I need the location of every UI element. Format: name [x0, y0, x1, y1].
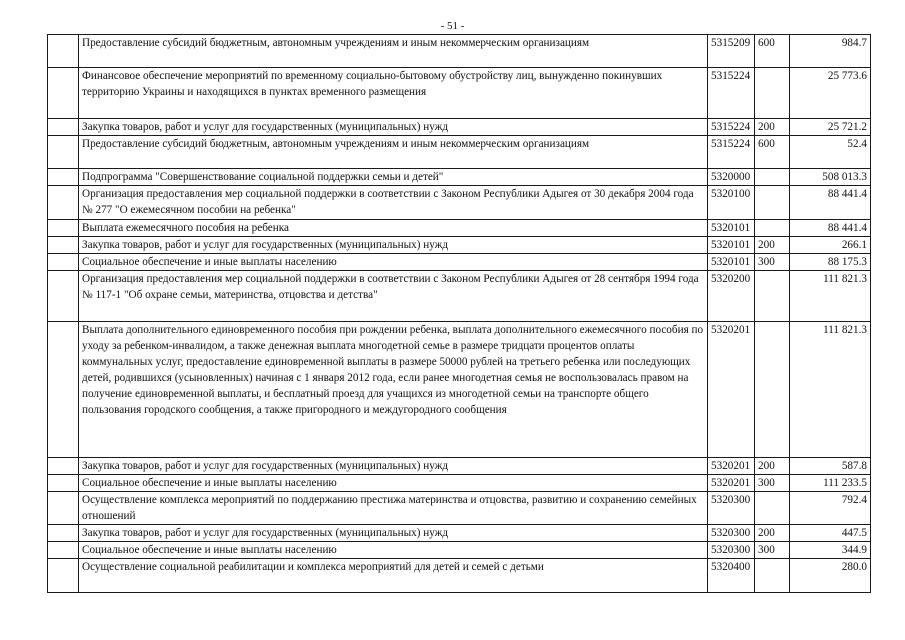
page-number: - 51 -	[440, 20, 465, 32]
table-row	[48, 35, 871, 68]
row-kind-cell: 200	[755, 525, 790, 542]
table-row	[48, 322, 871, 458]
table-row	[48, 254, 871, 271]
row-name-cell: Осуществление социальной реабилитации и комплекса мероприятий для детей и семей с детьми	[79, 559, 708, 593]
table-row	[48, 542, 871, 559]
row-amount-cell: 447.5	[790, 525, 871, 542]
budget-table	[47, 34, 871, 593]
row-kind-cell	[755, 559, 790, 593]
row-blank-cell	[48, 271, 79, 322]
row-name-cell: Социальное обеспечение и иные выплаты населению	[79, 254, 708, 271]
row-name-cell: Закупка товаров, работ и услуг для государственных (муниципальных) нужд	[79, 525, 708, 542]
row-code-cell: 5320101	[708, 254, 755, 271]
row-name-cell: Закупка товаров, работ и услуг для государственных (муниципальных) нужд	[79, 458, 708, 475]
row-code-cell: 5320201	[708, 458, 755, 475]
row-code-cell: 5320000	[708, 169, 755, 186]
row-code-cell: 5315224	[708, 68, 755, 119]
row-amount-cell: 52.4	[790, 136, 871, 169]
row-blank-cell	[48, 525, 79, 542]
row-amount-cell: 25 721.2	[790, 119, 871, 136]
row-amount-cell: 508 013.3	[790, 169, 871, 186]
row-name-cell: Закупка товаров, работ и услуг для государственных (муниципальных) нужд	[79, 119, 708, 136]
row-amount-cell: 88 441.4	[790, 186, 871, 220]
row-amount-cell: 266.1	[790, 237, 871, 254]
row-kind-cell	[755, 186, 790, 220]
row-code-cell: 5320200	[708, 271, 755, 322]
row-blank-cell	[48, 68, 79, 119]
row-name-cell: Предоставление субсидий бюджетным, автономным учреждениям и иным некоммерческим организациям	[79, 35, 708, 68]
row-kind-cell	[755, 492, 790, 525]
row-blank-cell	[48, 475, 79, 492]
row-code-cell: 5320300	[708, 542, 755, 559]
table-row	[48, 68, 871, 119]
row-kind-cell: 300	[755, 475, 790, 492]
row-code-cell: 5315224	[708, 119, 755, 136]
row-amount-cell: 111 233.5	[790, 475, 871, 492]
row-amount-cell: 25 773.6	[790, 68, 871, 119]
row-blank-cell	[48, 237, 79, 254]
row-kind-cell	[755, 322, 790, 458]
row-kind-cell	[755, 169, 790, 186]
row-blank-cell	[48, 119, 79, 136]
row-amount-cell: 280.0	[790, 559, 871, 593]
table-row	[48, 559, 871, 593]
row-kind-cell: 200	[755, 237, 790, 254]
row-name-cell: Финансовое обеспечение мероприятий по временному социально-бытовому обустройству лиц, вынужденно покинувших территорию Украины и находящихся в пунктах временного размещения	[79, 68, 708, 119]
table-row	[48, 119, 871, 136]
row-amount-cell: 88 441.4	[790, 220, 871, 237]
row-blank-cell	[48, 35, 79, 68]
row-kind-cell: 300	[755, 542, 790, 559]
row-amount-cell: 587.8	[790, 458, 871, 475]
row-kind-cell	[755, 68, 790, 119]
row-kind-cell: 200	[755, 119, 790, 136]
row-name-cell: Организация предоставления мер социальной поддержки в соответствии с Законом Республики Адыгея от 28 сентября 1994 года № 117-1 "Об охране семьи, материнства, отцовства и детства"	[79, 271, 708, 322]
table-row	[48, 169, 871, 186]
row-code-cell: 5320101	[708, 220, 755, 237]
row-code-cell: 5315224	[708, 136, 755, 169]
row-amount-cell: 344.9	[790, 542, 871, 559]
row-name-cell: Социальное обеспечение и иные выплаты населению	[79, 475, 708, 492]
row-code-cell: 5320101	[708, 237, 755, 254]
table-row	[48, 475, 871, 492]
table-row	[48, 492, 871, 525]
row-amount-cell: 111 821.3	[790, 322, 871, 458]
row-name-cell: Осуществление комплекса мероприятий по поддержанию престижа материнства и отцовства, развитию и сохранению семейных отношений	[79, 492, 708, 525]
row-name-cell: Закупка товаров, работ и услуг для государственных (муниципальных) нужд	[79, 237, 708, 254]
row-amount-cell: 88 175.3	[790, 254, 871, 271]
row-kind-cell: 600	[755, 35, 790, 68]
row-blank-cell	[48, 169, 79, 186]
table-row	[48, 237, 871, 254]
row-name-cell: Организация предоставления мер социальной поддержки в соответствии с Законом Республики Адыгея от 30 декабря 2004 года № 277 "О ежемесячном пособии на ребенка"	[79, 186, 708, 220]
row-code-cell: 5320201	[708, 322, 755, 458]
row-name-cell: Выплата дополнительного единовременного пособия при рождении ребенка, выплата дополнительного ежемесячного пособия по уходу за ребенком-инвалидом, а также денежная выплата многодетной семье в размере тридцати процентов оплаты коммунальных услуг, предоставление единовременной выплаты в размере 50000 рублей на третьего ребенка или последующих детей, родившихся (усыновленных) начиная с 1 января 2012 года, если ранее многодетная семья не воспользовалась правом на получение единовременной выплаты, и бесплатный проезд для учащихся из многодетной семьи на транспорте общего пользования городского сообщения, а также пригородного и междугородного сообщения	[79, 322, 708, 458]
table-row	[48, 271, 871, 322]
row-code-cell: 5320100	[708, 186, 755, 220]
row-code-cell: 5315209	[708, 35, 755, 68]
row-blank-cell	[48, 186, 79, 220]
table-row	[48, 186, 871, 220]
row-code-cell: 5320400	[708, 559, 755, 593]
table-row	[48, 525, 871, 542]
row-blank-cell	[48, 458, 79, 475]
row-code-cell: 5320300	[708, 492, 755, 525]
row-amount-cell: 984.7	[790, 35, 871, 68]
row-code-cell: 5320201	[708, 475, 755, 492]
row-name-cell: Выплата ежемесячного пособия на ребенка	[79, 220, 708, 237]
table-row	[48, 458, 871, 475]
row-amount-cell: 111 821.3	[790, 271, 871, 322]
row-blank-cell	[48, 542, 79, 559]
row-blank-cell	[48, 220, 79, 237]
row-kind-cell: 200	[755, 458, 790, 475]
row-name-cell: Предоставление субсидий бюджетным, автономным учреждениям и иным некоммерческим организациям	[79, 136, 708, 169]
table-row	[48, 220, 871, 237]
budget-table-body	[48, 35, 871, 593]
row-blank-cell	[48, 136, 79, 169]
row-name-cell: Социальное обеспечение и иные выплаты населению	[79, 542, 708, 559]
row-blank-cell	[48, 322, 79, 458]
row-name-cell: Подпрограмма "Совершенствование социальной поддержки семьи и детей"	[79, 169, 708, 186]
row-amount-cell: 792.4	[790, 492, 871, 525]
row-kind-cell	[755, 271, 790, 322]
row-kind-cell	[755, 220, 790, 237]
row-kind-cell: 300	[755, 254, 790, 271]
row-code-cell: 5320300	[708, 525, 755, 542]
row-blank-cell	[48, 559, 79, 593]
row-kind-cell: 600	[755, 136, 790, 169]
table-row	[48, 136, 871, 169]
row-blank-cell	[48, 254, 79, 271]
row-blank-cell	[48, 492, 79, 525]
